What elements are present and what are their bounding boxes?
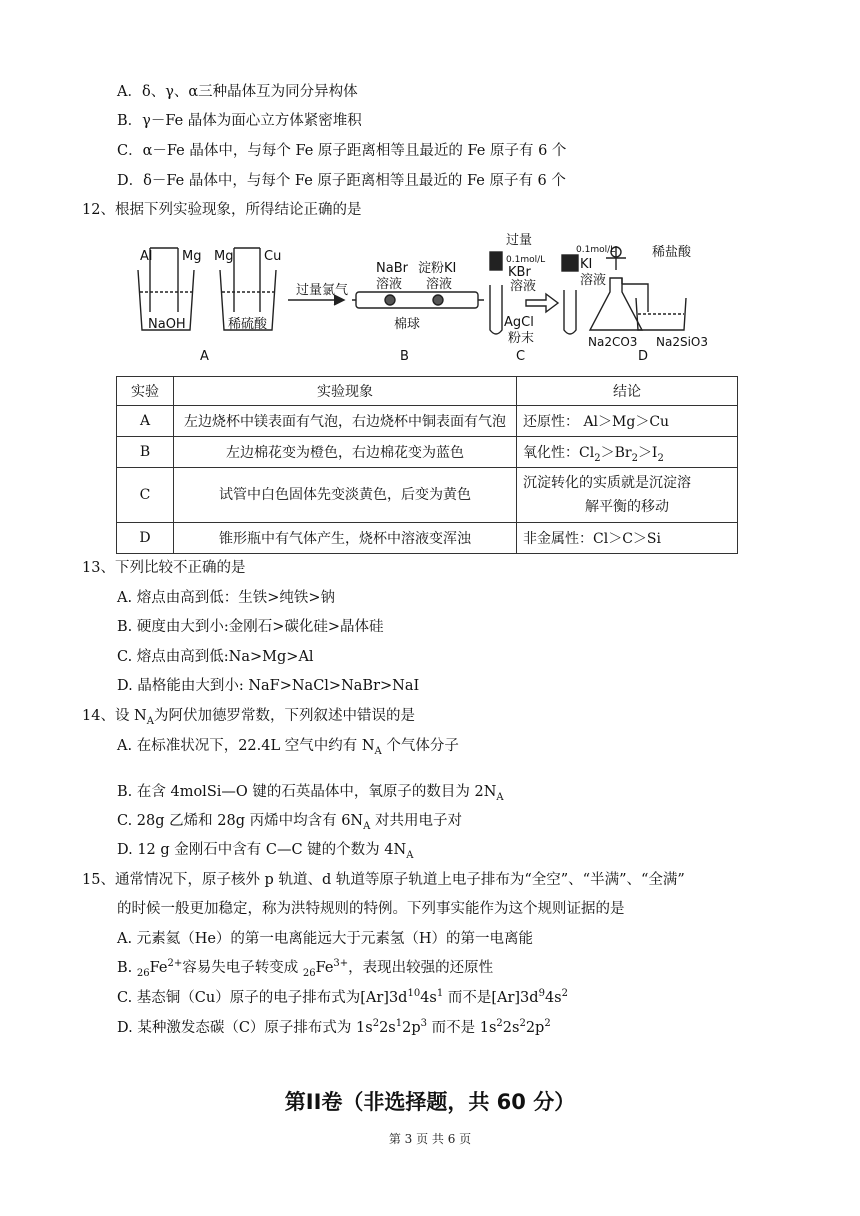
fig-c-kbr: KBr — [508, 265, 531, 280]
fig-a-naoh: NaOH — [148, 317, 186, 332]
table-header-conclusion: 结论 — [517, 377, 738, 406]
fig-a-al: Al — [140, 249, 153, 264]
q15-option-b: B. $_{26}Fe^{2+}$容易失电子转变成 $_{26}Fe^{3+}$，表现出较强的还原性 — [117, 958, 494, 979]
q11-option-c: C．α－Fe 晶体中，与每个 Fe 原子距离相等且最近的 Fe 原子有 6 个 — [117, 143, 567, 159]
fig-d-na2co3: Na2CO3 — [588, 335, 638, 349]
fig-b-cotton: 棉球 — [394, 317, 421, 332]
fig-d-na2sio3: Na2SiO3 — [656, 335, 708, 349]
fig-c-ki-sol: 溶液 — [580, 273, 607, 288]
fig-b-nabr-sol: 溶液 — [376, 277, 403, 292]
table-cell-conclusion: 氧化性：$Cl_2>Br_2>I_2$ — [517, 437, 738, 468]
fig-c-conc1: 0.1mol/L — [506, 255, 546, 265]
q13-option-c: C. 熔点由高到低:Na>Mg>Al — [117, 649, 314, 665]
fig-a-mg: Mg — [182, 249, 202, 264]
q15-stem-line2: 的时候一般更加稳定，称为洪特规则的特例。下列事实能作为这个规则证据的是 — [117, 901, 625, 917]
q13-option-a: A. 熔点由高到低：生铁>纯铁>钠 — [117, 590, 335, 606]
fig-c-conc2: 0.1mol/L — [576, 245, 616, 255]
fig-c-ki: KI — [580, 257, 593, 272]
table-row — [117, 468, 738, 523]
section-title: 第II卷（非选择题，共 60 分） — [284, 1090, 576, 1114]
table-cell-phenomenon: 锥形瓶中有气体产生，烧杯中溶液变浑浊 — [174, 523, 517, 554]
q12-result-table — [116, 376, 738, 554]
fig-b-gas: 过量氯气 — [296, 283, 349, 298]
table-cell-conclusion: 沉淀转化的实质就是沉淀溶 解平衡的移动 — [517, 468, 738, 523]
fig-label-c: C — [516, 349, 526, 364]
q14-option-d: D. 12 g 金刚石中含有 C—C 键的个数为 $4N_A$ — [117, 842, 414, 861]
fig-label-d: D — [638, 349, 649, 364]
q15-option-a: A. 元素氦（He）的第一电离能远大于元素氢（H）的第一电离能 — [117, 931, 534, 947]
q13-stem: 13、下列比较不正确的是 — [82, 560, 246, 576]
table-cell-exp: B — [117, 437, 174, 468]
q12-stem: 12、根据下列实验现象，所得结论正确的是 — [82, 202, 362, 218]
table-cell-phenomenon: 左边棉花变为橙色，右边棉花变为蓝色 — [174, 437, 517, 468]
q15-option-c: C. 基态铜（Cu）原子的电子排布式为$[Ar]3d^{10}4s^1$ 而不是$[Ar]3d^94s^2$ — [117, 988, 568, 1006]
fig-a-h2so4: 稀硫酸 — [228, 317, 268, 332]
table-cell-exp: C — [117, 468, 174, 523]
q14-option-c: C. 28g 乙烯和 28g 丙烯中均含有 $6N_A$ 对共用电子对 — [117, 813, 462, 832]
table-row — [117, 437, 738, 468]
q15-stem-line1: 15、通常情况下，原子核外 p 轨道、d 轨道等原子轨道上电子排布为“全空”、“半满”、“全满” — [82, 872, 685, 888]
table-cell-phenomenon: 试管中白色固体先变淡黄色，后变为黄色 — [174, 468, 517, 523]
q11-option-d: D．δ－Fe 晶体中，与每个 Fe 原子距离相等且最近的 Fe 原子有 6 个 — [117, 173, 566, 189]
q15-option-d: D. 某种激发态碳（C）原子排布式为 $1s^22s^12p^3$ 而不是 $1s^22s^22p^2$ — [117, 1018, 551, 1036]
q14-stem: 14、设 $N_A$为阿伏加德罗常数，下列叙述中错误的是 — [82, 708, 415, 727]
table-header-phenomenon: 实验现象 — [174, 377, 517, 406]
fig-c-agcl: AgCl — [504, 315, 534, 330]
fig-c-powder: 粉末 — [508, 331, 535, 346]
table-cell-exp: A — [117, 406, 174, 437]
q13-option-d: D. 晶格能由大到小: NaF>NaCl>NaBr>NaI — [117, 678, 420, 694]
fig-d-hcl: 稀盐酸 — [652, 245, 692, 260]
fig-b-ki: 淀粉KI — [418, 261, 457, 276]
q11-option-b: B．γ－Fe 晶体为面心立方体紧密堆积 — [117, 113, 362, 129]
fig-label-a: A — [200, 349, 209, 364]
table-row — [117, 523, 738, 554]
table-cell-conclusion: 非金属性：Cl＞C＞Si — [517, 523, 738, 554]
fig-b-ki-sol: 溶液 — [426, 277, 453, 292]
fig-c-kbr-sol: 溶液 — [510, 279, 537, 294]
fig-c-excess: 过量 — [506, 233, 533, 248]
q12-experiment-figure — [128, 230, 738, 370]
table-row — [117, 406, 738, 437]
q11-option-a: A．δ、γ、α三种晶体互为同分异构体 — [117, 84, 358, 100]
q14-option-a: A. 在标准状况下，22.4L 空气中约有 $N_A$ 个气体分子 — [117, 738, 459, 757]
fig-a-cu: Cu — [264, 249, 282, 264]
table-cell-exp: D — [117, 523, 174, 554]
page-footer: 第 3 页 共 6 页 — [388, 1132, 472, 1146]
table-cell-phenomenon: 左边烧杯中镁表面有气泡，右边烧杯中铜表面有气泡 — [174, 406, 517, 437]
q13-option-b: B. 硬度由大到小:金刚石>碳化硅>晶体硅 — [117, 619, 384, 635]
fig-b-nabr: NaBr — [376, 261, 408, 276]
fig-a-mg2: Mg — [214, 249, 234, 264]
fig-label-b: B — [400, 349, 409, 364]
table-header-exp: 实验 — [117, 377, 174, 406]
table-cell-conclusion: 还原性： Al＞Mg＞Cu — [517, 406, 738, 437]
q14-option-b: B. 在含 4molSi—O 键的石英晶体中，氧原子的数目为 $2N_A$ — [117, 784, 504, 803]
